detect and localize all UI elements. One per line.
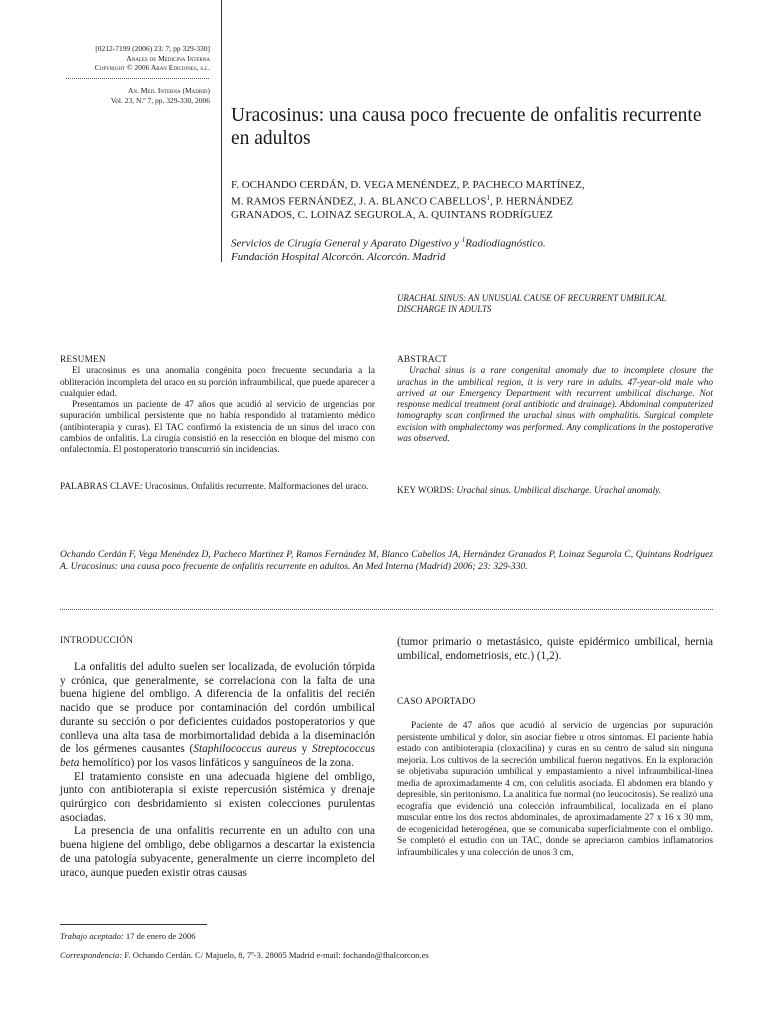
- correspondence-label: Correspondencia:: [60, 950, 123, 960]
- authors-line-3: GRANADOS, C. LOINAZ SEGUROLA, A. QUINTANS RODRÍGUEZ: [231, 209, 553, 222]
- affiliation-superscript: 1: [461, 236, 466, 244]
- abstract-paragraph: Urachal sinus is a rare congenital anomaly due to incomplete closure the urachus in the umbilical region, it is very rare in adults. 47-year-old male who arrived at our Emergency Department with recurrent umbilical discharge. Not response medical treatment (oral antibiotic and drainage). Abdominal computerized tomography scan confirmed the urachal sinus with omphalitis. Surgical complete excision with omphalectomy was performed. Any complications in the postoperative was observed.: [397, 366, 713, 445]
- affiliation-line-2: Fundación Hospital Alcorcón. Alcorcón. Madrid: [231, 251, 446, 264]
- intro-paragraph-2: El tratamiento consiste en una adecuada higiene del ombligo, junto con antibioterapia si existe repercusión sistémica y drenaje quirúrgico con desbridamiento si existen colecciones purulentas asociadas.: [60, 770, 375, 824]
- accepted-footnote: [60, 931, 196, 941]
- author-list: [231, 179, 711, 223]
- correspondence-text: F. Ochando Cerdán. C/ Majuelo, 8, 7º-3. 28005 Madrid e-mail: fochando@fhalcorcon.es: [122, 950, 429, 960]
- issn-line: [0212-7199 (2006) 23: 7; pp 329-330]: [95, 44, 210, 53]
- article-title: Uracosinus: una causa poco frecuente de onfalitis recurrente en adultos: [231, 105, 702, 149]
- accepted-label: Trabajo aceptado:: [60, 931, 124, 941]
- english-title: URACHAL SINUS: AN UNUSUAL CAUSE OF RECURRENT UMBILICAL DISCHARGE IN ADULTS: [397, 293, 667, 314]
- keywords-label: PALABRAS CLAVE:: [60, 482, 143, 492]
- resumen-paragraph-2: Presentamos un paciente de 47 años que acudió al servicio de urgencias por supuración umbilical persistente que no había respondido al tratamiento médico (antibioterapia y curas). El TAC confirmó la existencia de un sinus del uraco con cambios de onfalitis. La cirugía consistió en la resección en bloque del mismo con onfalectomía. El postoperatorio transcurrió sin incidencias.: [60, 400, 375, 456]
- correspondence-footnote: [60, 950, 720, 960]
- case-body: [397, 721, 713, 859]
- intro-continuation: (tumor primario o metastásico, quiste epidérmico umbilical, hernia umbilical, endometriosis, etc.) (1,2).: [397, 636, 713, 662]
- journal-name: Anales de Medicina Interna: [126, 53, 210, 63]
- authors-line-2: M. RAMOS FERNÁNDEZ, J. A. BLANCO CABELLOS$^1$, P. HERNÁNDEZ: [231, 194, 574, 209]
- resumen-keywords: [60, 482, 375, 493]
- journal-meta: [95, 44, 210, 73]
- copyright-line: Copyright © 2006 Aran Ediciones, s.l.: [94, 63, 210, 72]
- footnote-rule: [60, 924, 207, 925]
- intro-body: [60, 661, 375, 880]
- affiliation: [231, 234, 711, 265]
- key-words-label: KEY WORDS:: [397, 486, 455, 496]
- resumen-heading: RESUMEN: [60, 355, 106, 365]
- accepted-date: 17 de enero de 2006: [123, 931, 196, 941]
- authors-line-1: F. OCHANDO CERDÁN, D. VEGA MENÉNDEZ, P. PACHECO MARTÍNEZ,: [231, 179, 585, 191]
- citation-line-2: Vol. 23, N.º 7, pp. 329-330, 2006: [110, 95, 210, 105]
- abstract-section: [397, 355, 713, 445]
- key-words-text: Urachal sinus. Umbilical discharge. Urachal anomaly.: [456, 486, 662, 496]
- intro-paragraph-3: La presencia de una onfalitis recurrente en un adulto con una buena higiene del ombligo, debe obligarnos a descartar la existencia de una patología subyacente, generalmente un cierre incompleto del uraco, aunque pueden existir otras causas: [60, 825, 375, 879]
- affiliation-line-1: Servicios de Cirugía General y Aparato Digestivo y $^1$Radiodiagnóstico.: [231, 236, 546, 250]
- keywords-text: Uracosinus. Onfalitis recurrente. Malformaciones del uraco.: [144, 482, 369, 492]
- case-paragraph-1: Paciente de 47 años que acudió al servicio de urgencias por supuración persistente umbilical y dolor, sin asociar fiebre u otros síntomas. El paciente había estado con antibioterapia (cloxacilina) y curas en su centro de salud sin ninguna mejoría. Los cultivos de la secreción umbilical fueron negativos. En la exploración se objetivaba supuración umbilical y empastamiento a nivel infraumbilical-línea media de aproximadamente 4 cm, con celulitis asociada. El abdomen era blando y depresible, sin peritonismo. La analítica fue normal (no leucocitosis). Se realizó una ecografía que evidenció una colección infraumbilical, localizada en el plano muscular entre los dos rectos abdominales, de aproximadamente 27 x 16 x 30 mm, de ecogenicidad heterogénea, que se comunicaba superficialmente con el ombligo. Se completó el estudio con un TAC, donde se apreciaron cambios inflamatorios infraumbilicales y una colección de unos 3 cm,: [397, 721, 713, 858]
- resumen-paragraph-1: El uracosinus es una anomalía congénita poco frecuente secundaria a la obliteración incompleta del uraco en su porción infraumbilical, que puede aparecer a cualquier edad.: [60, 366, 375, 399]
- section-dotted-rule: [60, 609, 713, 610]
- resumen-section: [60, 355, 375, 457]
- citation-reference: Ochando Cerdán F, Vega Menéndez D, Pacheco Martínez P, Ramos Fernández M, Blanco Cabellos JA, Hernández Granados P, Loinaz Segurola C, Quintans Rodríguez A. Uracosinus: una causa poco frecuente de onfalitis recurrente en adultos. An Med Interna (Madrid) 2006; 23: 329-330.: [60, 549, 713, 572]
- citation-meta: [111, 86, 210, 105]
- abstract-keywords: [397, 486, 713, 497]
- abstract-heading: ABSTRACT: [397, 355, 448, 365]
- citation-line-1: An. Med. Interna (Madrid): [127, 86, 210, 95]
- authors-superscript: 1: [486, 194, 490, 203]
- intro-paragraph-1: La onfalitis del adulto suelen ser localizada, de evolución tórpida y crónica, que generalmente, se correlaciona con la falta de una buena higiene del ombligo. A diferencia de la onfalitis del recién nacido que se produce por contaminación del cordón umbilical durante su sección o por deficientes cuidados postoperatorios y que conlleva una alta tasa de morbimortalidad debida a la diseminación de los gérmenes causantes (Staphilococcus aureus y Streptococcus beta hemolítico) por los vasos linfáticos y sanguíneos de la zona.: [60, 661, 375, 769]
- header-divider: [221, 0, 222, 262]
- case-heading: CASO APORTADO: [397, 697, 476, 707]
- intro-heading: INTRODUCCIÓN: [60, 636, 134, 646]
- meta-dotted-rule: [66, 78, 209, 79]
